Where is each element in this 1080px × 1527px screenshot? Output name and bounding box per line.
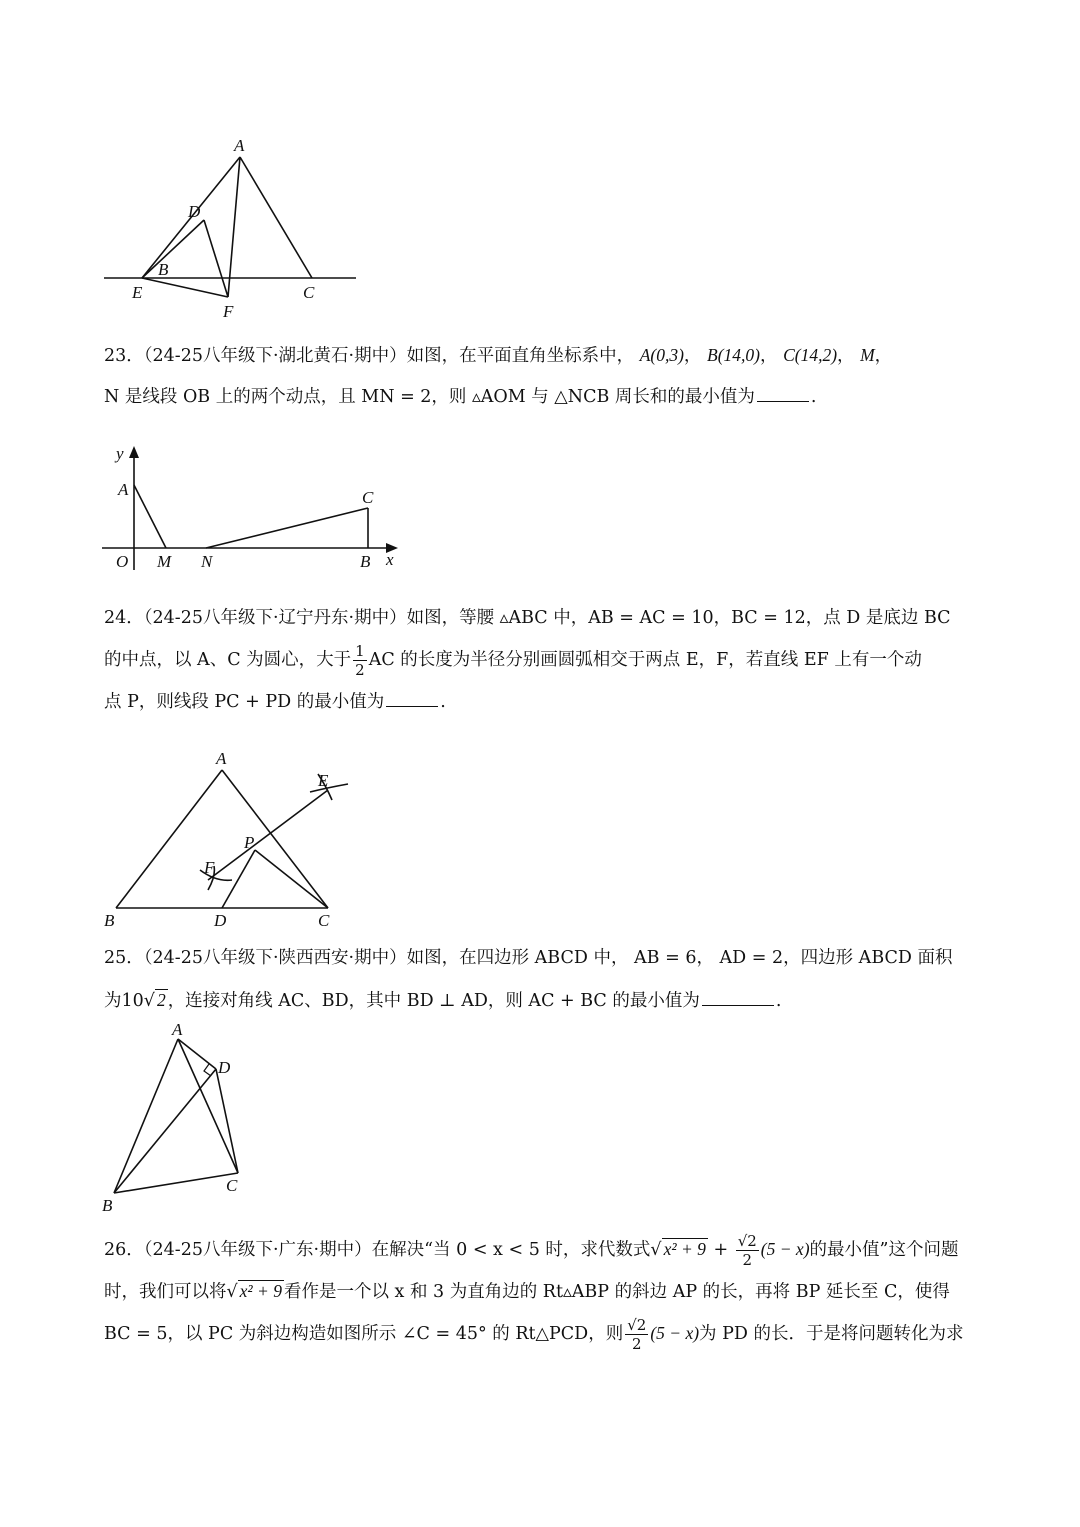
segment-ac <box>240 157 312 278</box>
figure-q24 <box>100 748 360 933</box>
q23-end: . <box>810 387 817 407</box>
q26-sqrt-1: x² + 9 <box>663 1239 706 1259</box>
q26-frac-den-1: 2 <box>742 1251 753 1269</box>
label-c: C <box>362 488 374 507</box>
right-angle-mark-icon <box>204 1064 211 1076</box>
arc-e-2 <box>310 784 348 792</box>
segment-df <box>204 220 228 297</box>
label-e: E <box>318 771 329 790</box>
label-n: N <box>201 552 213 571</box>
q24-line-1 <box>104 597 984 639</box>
question-24 <box>104 597 984 723</box>
segment-bc <box>114 1173 238 1193</box>
label-f: F <box>223 302 234 321</box>
line-ef <box>208 790 328 880</box>
q26-source: （24-25八年级下·广东·期中） <box>143 1240 372 1260</box>
q25-text-1: 如图，在四边形 ABCD 中， AB = 6， AD = 2，四边形 ABCD 面积 <box>406 948 953 968</box>
q24-source: （24-25八年级下·辽宁丹东·期中） <box>143 608 407 628</box>
answer-blank-23[interactable] <box>757 383 809 402</box>
q25-text-2-pre: 为10 <box>104 991 144 1011</box>
q26-fraction-1 <box>736 1232 759 1269</box>
q26-text-3-post: 为 PD 的长．于是将问题转化为求 <box>699 1324 964 1344</box>
q24-frac-den: 2 <box>355 661 365 679</box>
q26-line-1: 26．（24-25八年级下·广东·期中）在解决“当 0 < x < 5 时，求代数式√ x² + 9 + $\frac{√2}{2}$ (5 − x)的最小值”这个问题 <box>104 1232 959 1269</box>
q23-line-1: 23．（24-25八年级下·湖北黄石·期中）如图，在平面直角坐标系中， A(0,3)， B(14,0)， C(14,2)， M， <box>104 345 893 366</box>
q26-frac-num-1: √2 <box>737 1232 757 1250</box>
question-23 <box>104 334 984 418</box>
label-a: A <box>118 480 129 499</box>
segment-ed <box>142 220 204 278</box>
segment-ab <box>116 770 222 908</box>
figure-q25-svg <box>100 1020 260 1220</box>
q26-text-2-pre: 时，我们可以将 <box>104 1282 227 1302</box>
q25-source: （24-25八年级下·陕西西安·期中） <box>143 948 407 968</box>
q25-number: 25． <box>104 948 144 968</box>
question-25 <box>104 937 984 1021</box>
q23-m: M <box>860 345 875 365</box>
question-26 <box>104 1228 984 1354</box>
q26-frac-num-2: √2 <box>627 1316 647 1334</box>
label-x: x <box>386 550 394 569</box>
q26-line-3 <box>104 1312 984 1354</box>
figure-q24-svg <box>100 748 360 933</box>
q23-point-b: B(14,0) <box>707 345 760 365</box>
q24-text-1: 如图，等腰 ▵ABC 中，AB = AC = 10，BC = 12，点 D 是底边 BC <box>406 608 951 628</box>
label-o: O <box>116 552 129 571</box>
q26-paren-1: (5 − x) <box>760 1239 810 1259</box>
q24-line-2 <box>104 639 984 681</box>
answer-blank-24[interactable] <box>386 688 438 707</box>
q26-paren-2: (5 − x) <box>650 1323 700 1343</box>
figure-q23 <box>100 440 410 575</box>
segment-ef <box>142 278 228 297</box>
q23-number: 23． <box>104 346 144 366</box>
q24-end: . <box>440 692 446 712</box>
segment-ad <box>178 1039 216 1069</box>
q26-plus: + <box>707 1240 734 1260</box>
q23-source: （24-25八年级下·湖北黄石·期中） <box>143 346 407 366</box>
label-p: P <box>244 833 255 852</box>
q26-frac-den-2: 2 <box>631 1335 642 1353</box>
q25-sqrt: 2 <box>156 990 166 1010</box>
q25-text-2-post: ，连接对角线 AC、BD，其中 BD ⊥ AD，则 AC + BC 的最小值为 <box>167 991 700 1011</box>
label-d: D <box>188 202 201 221</box>
label-c: C <box>318 911 330 930</box>
q24-line-3 <box>104 681 984 723</box>
answer-blank-25[interactable] <box>702 987 774 1006</box>
segment-bd <box>114 1069 216 1193</box>
segment-dc <box>216 1069 238 1173</box>
q26-text-1-post: 的最小值”这个问题 <box>809 1240 959 1260</box>
q23-point-a: A(0,3) <box>639 345 684 365</box>
q25-line-1 <box>104 937 984 979</box>
label-e: E <box>132 283 143 302</box>
label-d: D <box>218 1058 231 1077</box>
segment-nc <box>206 508 368 548</box>
q23-point-c: C(14,2) <box>783 345 838 365</box>
q24-text-3: 点 P，则线段 PC + PD 的最小值为 <box>104 692 385 712</box>
segment-af <box>228 157 240 297</box>
label-d: D <box>214 911 227 930</box>
label-c: C <box>226 1176 238 1195</box>
label-b: B <box>158 260 169 279</box>
q24-text-2-pre: 的中点，以 A、C 为圆心，大于 <box>104 650 352 670</box>
label-b: B <box>104 911 115 930</box>
segment-pc <box>255 850 328 908</box>
q26-text-2-post: 看作是一个以 x 和 3 为直角边的 Rt▵ABP 的斜边 AP 的长，再将 BP 延长至 C，使得 <box>283 1282 950 1302</box>
y-axis-arrow-icon <box>129 446 139 458</box>
label-y: y <box>116 444 124 463</box>
label-b: B <box>102 1196 113 1215</box>
q25-end: . <box>775 991 782 1011</box>
q26-text-1-pre: 在解决“当 0 < x < 5 时，求代数式 <box>371 1240 651 1260</box>
figure-q22 <box>100 135 360 325</box>
q24-number: 24． <box>104 608 144 628</box>
segment-dp <box>222 850 255 908</box>
label-c: C <box>303 283 315 302</box>
segment-am <box>134 485 166 548</box>
q26-number: 26． <box>104 1240 144 1260</box>
label-b: B <box>360 552 371 571</box>
q25-line-2: 为10√ 2 ，连接对角线 AC、BD，其中 BD ⊥ AD，则 AC + BC 的最小值为 . <box>104 979 984 1021</box>
figure-q23-svg <box>100 440 410 575</box>
q23-text-2: N 是线段 OB 上的两个动点，且 MN = 2，则 ▵AOM 与 △NCB 周长和的最小值为 <box>104 387 755 407</box>
q23-text-1: 如图，在平面直角坐标系中， <box>406 346 635 366</box>
label-m: M <box>157 552 172 571</box>
q26-text-3-pre: BC = 5，以 PC 为斜边构造如图所示 ∠C = 45° 的 Rt△PCD，则 <box>104 1324 624 1344</box>
q24-frac-num: 1 <box>355 642 365 660</box>
label-a: A <box>216 749 227 768</box>
segment-ab <box>114 1039 178 1193</box>
label-f: F <box>204 858 215 877</box>
q26-line-2: 时，我们可以将√ x² + 9 看作是一个以 x 和 3 为直角边的 Rt▵ABP 的斜边 AP 的长，再将 BP 延长至 C，使得 <box>104 1281 950 1302</box>
q26-sqrt-2: x² + 9 <box>239 1281 282 1301</box>
figure-q22-svg <box>100 135 360 325</box>
figure-q25 <box>100 1020 260 1220</box>
label-a: A <box>172 1020 183 1039</box>
q26-fraction-2 <box>625 1316 648 1353</box>
label-a: A <box>234 136 245 155</box>
q23-line-2 <box>104 376 984 418</box>
q24-text-2-post: AC 的长度为半径分别画圆弧相交于两点 E，F，若直线 EF 上有一个动 <box>368 650 922 670</box>
q24-fraction <box>353 642 367 679</box>
